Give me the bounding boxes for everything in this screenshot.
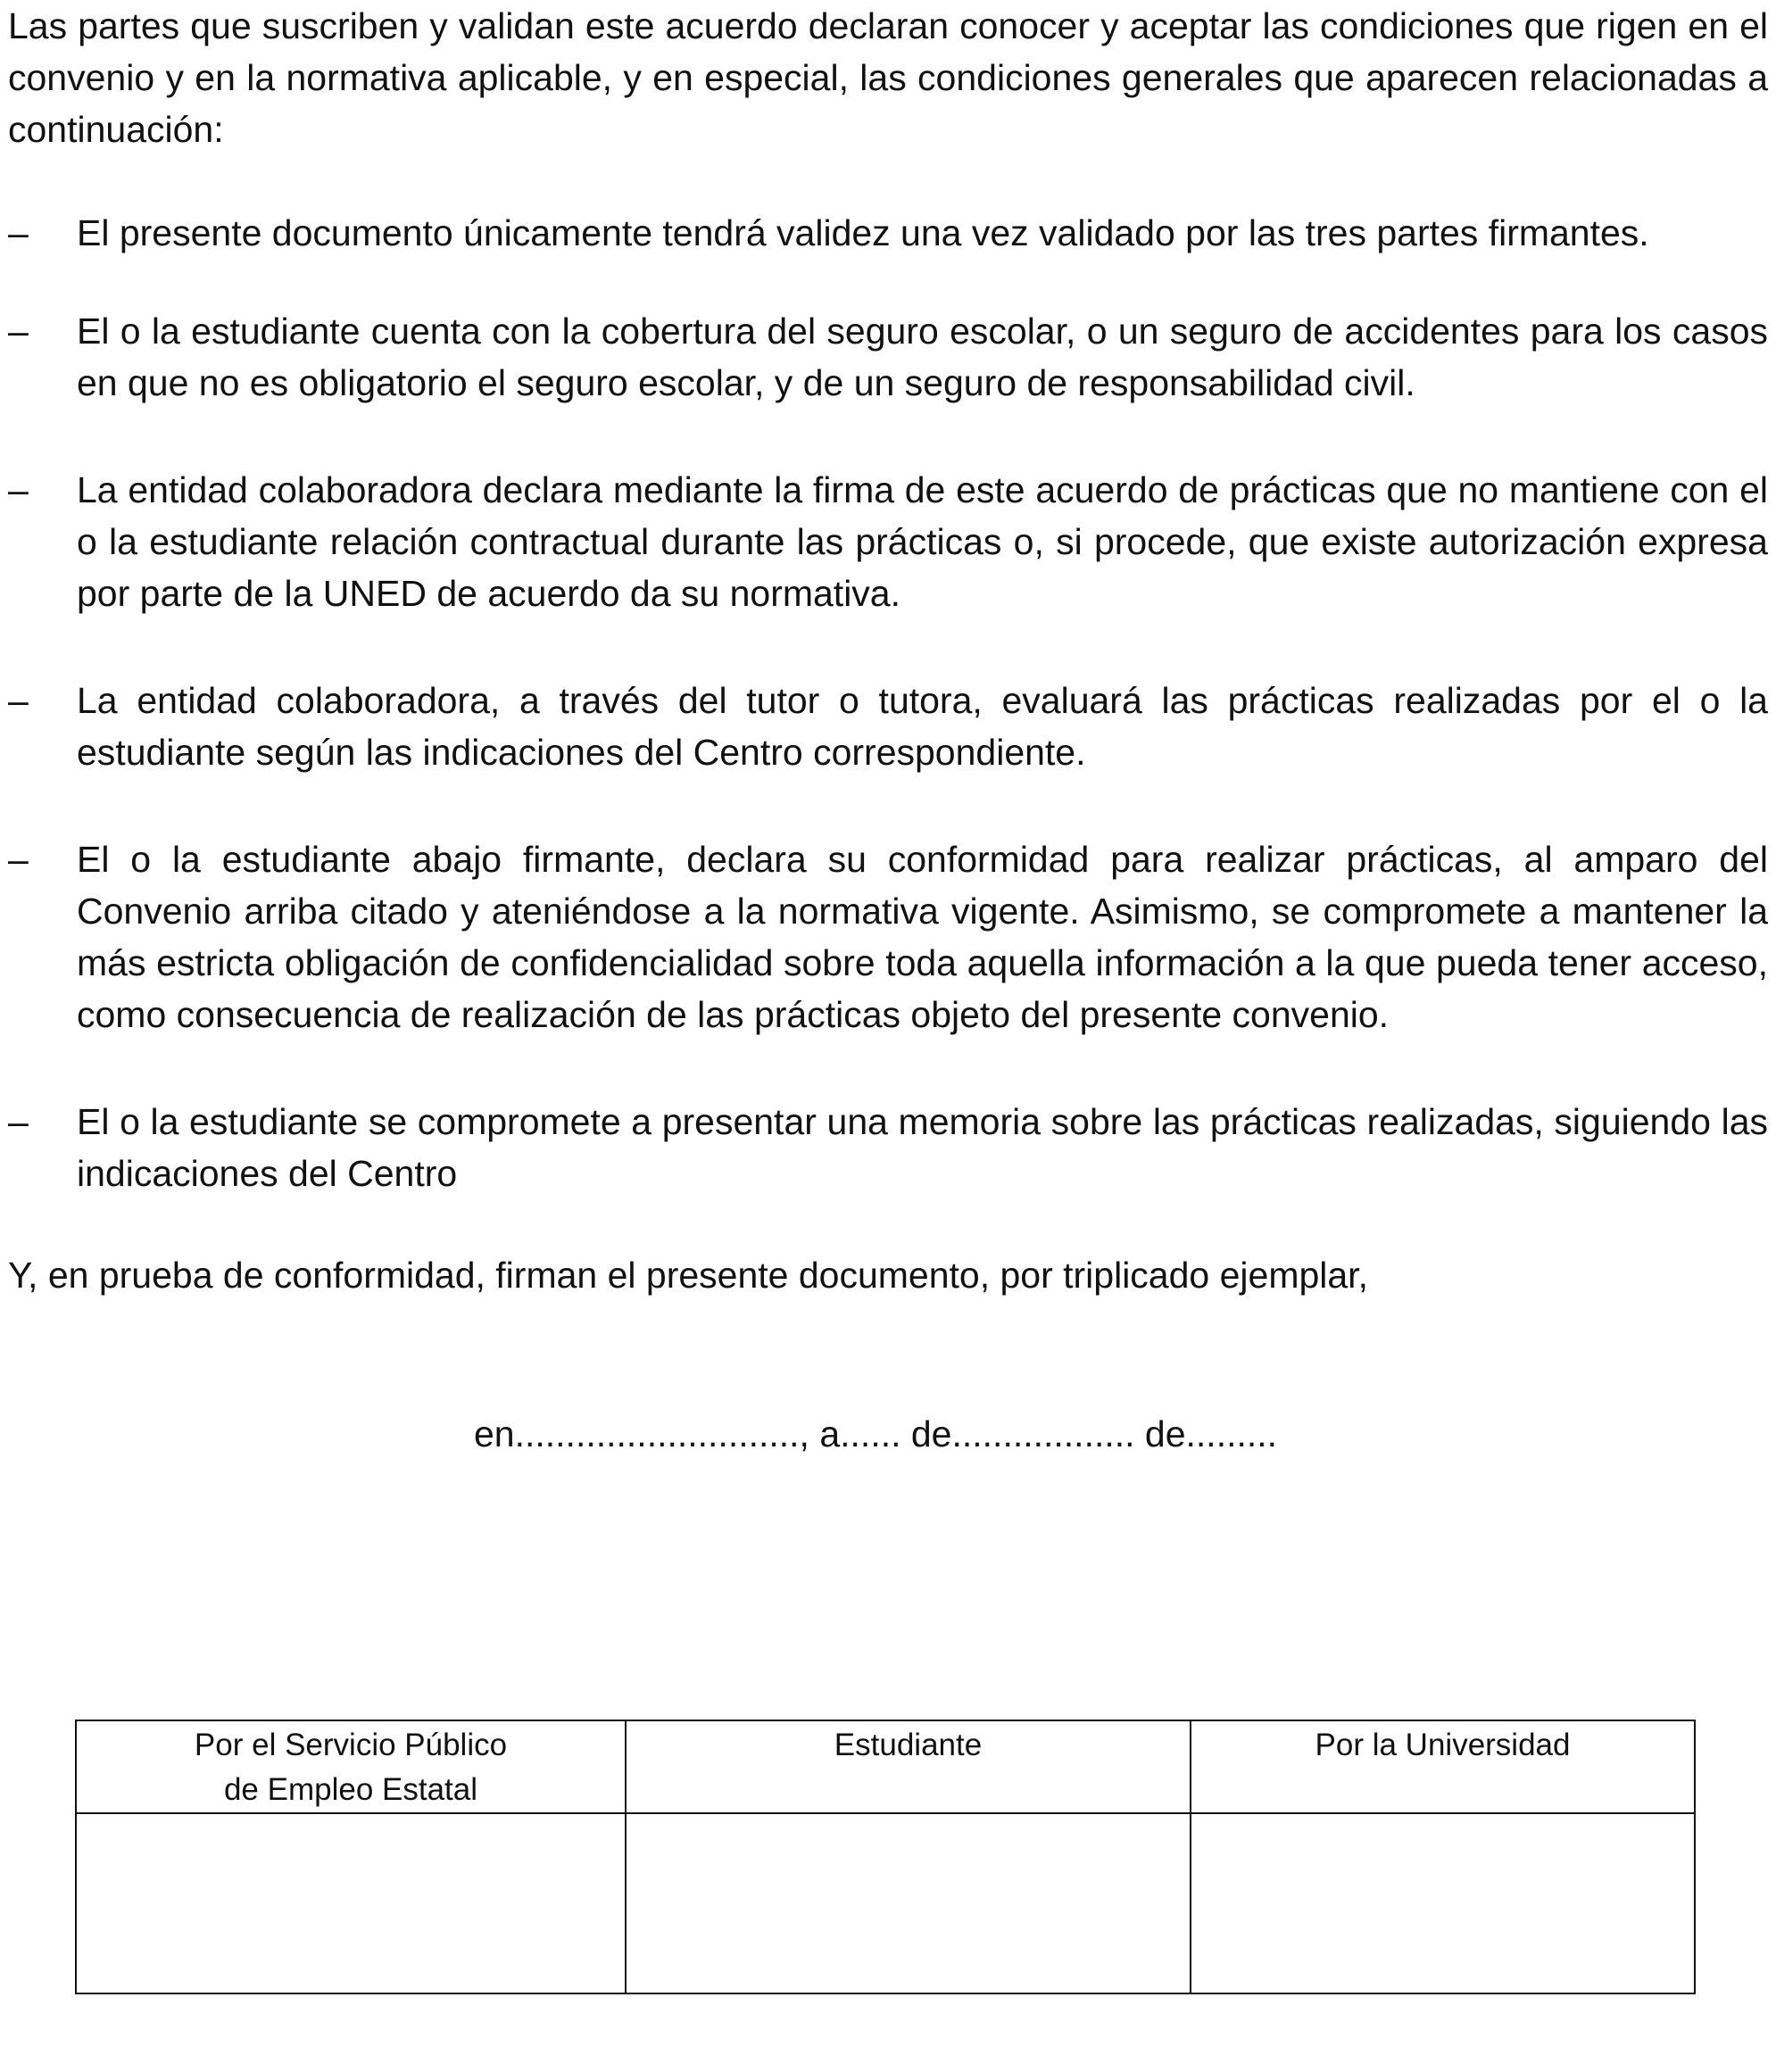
- header-line-2: de Empleo Estatal: [223, 1772, 478, 1807]
- clause-text: El o la estudiante cuenta con la cobertura del seguro escolar, o un seguro de accidentes para los casos en que no es obligatorio el seguro escolar, y de un seguro de responsabilidad civil.: [77, 311, 1768, 403]
- header-student-label: Estudiante: [834, 1728, 983, 1762]
- clause-item: [8, 207, 1768, 259]
- clause-item: [8, 305, 1768, 409]
- header-university-label: Por la Universidad: [1315, 1728, 1571, 1762]
- signature-box-employment-service: [76, 1813, 626, 1993]
- signature-table: [75, 1720, 1696, 1994]
- signature-header-row: [76, 1720, 1695, 1813]
- bullet-dash: –: [8, 1101, 29, 1142]
- clause-text: El presente documento únicamente tendrá validez una vez validado por las tres partes firmantes.: [77, 212, 1649, 253]
- signature-header-employment-service: [76, 1720, 626, 1813]
- signature-box-student: [626, 1813, 1191, 1993]
- bullet-dash: –: [8, 839, 29, 880]
- clause-text: La entidad colaboradora, a través del tutor o tutora, evaluará las prácticas realizadas por el o la estudiante según las indicaciones del Centro correspondiente.: [77, 680, 1768, 773]
- clause-text: La entidad colaboradora declara mediante la firma de este acuerdo de prácticas que no mantiene con el o la estudiante relación contractual durante las prácticas o, si procede, que existe autorización expresa por parte de la UNED de acuerdo da su normativa.: [77, 469, 1768, 614]
- signature-header-student: [626, 1720, 1191, 1813]
- bullet-dash: –: [8, 469, 29, 510]
- place-date-line: en............................, a...... de.................. de.........: [474, 1413, 1278, 1455]
- clause-item: [8, 464, 1768, 619]
- clause-item: [8, 675, 1768, 778]
- intro-paragraph: Las partes que suscriben y validan este acuerdo declaran conocer y aceptar las condiciones que rigen en el convenio y en la normativa aplicable, y en especial, las condiciones generales que aparecen relacionadas a continuación:: [8, 5, 1768, 150]
- header-line-1: Por el Servicio Público: [194, 1728, 508, 1762]
- clause-text: El o la estudiante se compromete a presentar una memoria sobre las prácticas realizadas, siguiendo las indicaciones del Centro: [77, 1101, 1768, 1194]
- bullet-dash: –: [8, 212, 29, 253]
- bullet-dash: –: [8, 311, 29, 352]
- signature-header-university: [1191, 1720, 1695, 1813]
- clause-item: [8, 833, 1768, 1040]
- clause-text: El o la estudiante abajo firmante, declara su conformidad para realizar prácticas, al amparo del Convenio arriba citado y ateniéndose a la normativa vigente. Asimismo, se compromete a mantener la más estricta obligación de confidencialidad sobre toda aquella información a la que pueda tener acceso, como consecuencia de realización de las prácticas objeto del presente convenio.: [77, 839, 1768, 1035]
- bullet-dash: –: [8, 680, 29, 721]
- closing-statement: Y, en prueba de conformidad, firman el presente documento, por triplicado ejemplar,: [8, 1255, 1368, 1296]
- signature-row: [76, 1813, 1695, 1993]
- signature-box-university: [1191, 1813, 1695, 1993]
- clause-item: [8, 1096, 1768, 1199]
